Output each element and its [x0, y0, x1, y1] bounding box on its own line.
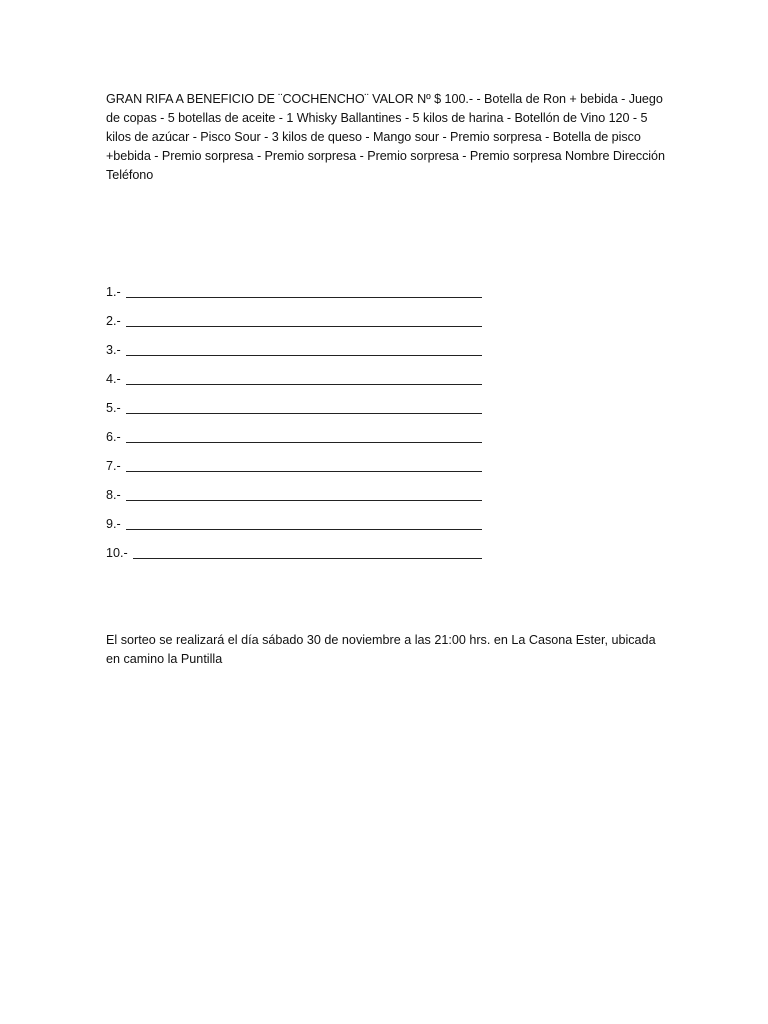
- participant-entry: [106, 486, 482, 515]
- participant-entry: [106, 341, 482, 370]
- entry-number: 3.-: [106, 343, 121, 357]
- entry-blank-line: [126, 515, 482, 530]
- entry-blank-line: [126, 341, 482, 356]
- participant-entry: [106, 312, 482, 341]
- entry-number: 9.-: [106, 517, 121, 531]
- entry-blank-line: [126, 428, 482, 443]
- entry-number: 2.-: [106, 314, 121, 328]
- entry-blank-line: [126, 283, 482, 298]
- entry-number: 6.-: [106, 430, 121, 444]
- participant-entry: [106, 370, 482, 399]
- entry-number: 1.-: [106, 285, 121, 299]
- entry-blank-line: [126, 399, 482, 414]
- entry-number: 4.-: [106, 372, 121, 386]
- participant-entry: [106, 515, 482, 544]
- entry-blank-line: [126, 370, 482, 385]
- entry-number: 10.-: [106, 546, 128, 560]
- entry-blank-line: [133, 544, 482, 559]
- entry-blank-line: [126, 457, 482, 472]
- entry-number: 7.-: [106, 459, 121, 473]
- participant-entry: [106, 283, 482, 312]
- entry-blank-line: [126, 486, 482, 501]
- participant-entry: [106, 457, 482, 486]
- raffle-description: GRAN RIFA A BENEFICIO DE ¨COCHENCHO¨ VALOR Nº $ 100.- - Botella de Ron + bebida - Juego de copas - 5 botellas de aceite - 1 Whisky Ballantines - 5 kilos de harina - Botellón de Vino 120 - 5 kilos de azúcar - Pisco Sour - 3 kilos de queso - Mango sour - Premio sorpresa - Botella de pisco +bebida - Premio sorpresa - Premio sorpresa - Premio sorpresa - Premio sorpresa Nombre Dirección Teléfono: [106, 92, 665, 182]
- participant-entry: [106, 399, 482, 428]
- entry-number: 5.-: [106, 401, 121, 415]
- draw-announcement: El sorteo se realizará el día sábado 30 de noviembre a las 21:00 hrs. en La Casona Ester, ubicada en camino la Puntilla: [106, 633, 656, 666]
- entry-number: 8.-: [106, 488, 121, 502]
- participant-list: [106, 283, 482, 573]
- participant-entry: [106, 428, 482, 457]
- participant-entry: [106, 544, 482, 573]
- entry-blank-line: [126, 312, 482, 327]
